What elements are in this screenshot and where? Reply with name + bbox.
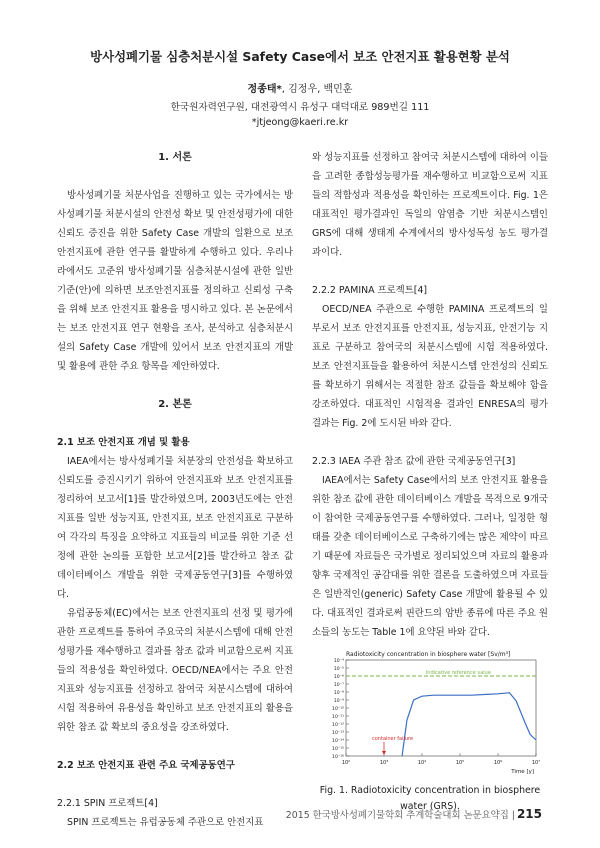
y-tick-label: 10⁻¹⁴	[332, 739, 344, 744]
x-tick-label: 10⁵	[455, 760, 465, 766]
page-footer	[286, 807, 542, 821]
paragraph-2-1-b: 유럽공동체(EC)에서는 보조 안전지표의 선정 및 평가에 관한 프로젝트를 통하여 주요국의 처분시스템에 대해 안전성평가를 재수행하고 결과를 참조 값과 비교함으로써 지표들의 적용성을 확인하였다. OECD/NEA에서는 주요 안전지표와 성능지표를 선정하고 참여국 처분시스템에 대하여 시험 적용하여 유용성을 확인하고 보조 안전지표의 활용을 위한 참조 값 확보의 중요성을 강조하였다.	[57, 608, 293, 733]
subsection-heading-2-1: 2.1 보조 안전지표 개념 및 활용	[57, 437, 190, 448]
footer-separator: |	[511, 810, 515, 821]
y-tick-label: 10⁻¹⁰	[332, 707, 344, 712]
paragraph-2-2-1: SPIN 프로젝트는 유럽공동체 주관으로 안전지표	[67, 817, 264, 828]
x-axis-label: Time [y]	[511, 769, 534, 775]
annotation-label: container failure	[372, 736, 414, 742]
y-tick-label: 10⁻¹⁵	[332, 747, 344, 752]
right-column	[312, 148, 548, 642]
figure-1	[316, 648, 546, 778]
y-tick-label: 10⁻⁸	[333, 691, 344, 696]
paragraph-continued: 와 성능지표를 선정하고 참여국 처분시스템에 대하여 이들을 고려한 종합성능평가를 재수행하고 비교함으로써 지표들의 적합성과 적용성을 확인하는 프로젝트이다. Fig. 1은 대표적인 평가결과인 독일의 암염층 기반 처분시스템인 GRS에 대해 생태계 수계에서의 방사성독성 농도 평가결과이다.	[312, 152, 548, 258]
radiotoxicity-chart	[316, 648, 546, 778]
subsection-heading-2-2-1: 2.2.1 SPIN 프로젝트[4]	[57, 798, 158, 809]
x-tick-label: 10⁴	[417, 760, 427, 766]
email: *jtjeong@kaeri.re.kr	[251, 117, 349, 128]
page-number: 215	[516, 807, 542, 821]
other-authors: , 김정우, 백민훈	[281, 84, 353, 95]
chart-title: Radiotoxicity concentration in biosphere water [Sv/m³]	[346, 651, 511, 658]
y-tick-label: 10⁻¹³	[332, 731, 344, 736]
x-tick-label: 10⁶	[493, 760, 503, 766]
subsection-heading-2-2: 2.2 보조 안전지표 관련 주요 국제공동연구	[57, 760, 235, 771]
x-tick-label: 10²	[341, 760, 351, 766]
subsection-heading-2-2-2: 2.2.2 PAMINA 프로젝트[4]	[312, 285, 428, 296]
y-tick-label: 10⁻⁴	[333, 659, 344, 664]
y-tick-label: 10⁻¹¹	[332, 715, 344, 720]
authors	[0, 80, 600, 95]
reference-line-label: Indicative reference value	[425, 670, 491, 676]
paragraph-2-2-3: IAEA에서는 Safety Case에서의 보조 안전지표 활용을 위한 참조 값에 관한 데이터베이스 개발을 목적으로 9개국이 참여한 국제공동연구를 수행하였다. 그러나, 일정한 형태를 갖춘 데이터베이스로 구축하기에는 많은 제약이 따르기 때문에 자료들은 국가별로 정리되었으며 자료의 활용과 향후 국제적인 공감대를 위한 결론을 도출하였으며 자료들은 일반적인(generic) Safety Case 개발에 활용될 수 있다. 대표적인 결과로써 핀란드의 암반 종류에 따른 주요 원소들의 농도는 Table 1에 요약된 바와 같다.	[312, 475, 548, 638]
paper-title: 방사성폐기물 심층처분시설 Safety Case에서 보조 안전지표 활용현황 분석	[90, 49, 510, 64]
subsection-heading-2-2-3: 2.2.3 IAEA 주관 참조 값에 관한 국제공동연구[3]	[312, 456, 516, 467]
y-tick-label: 10⁻⁹	[333, 699, 344, 704]
footer-text: 2015 한국방사성폐기물학회 추계학술대회 논문요약집	[285, 810, 509, 821]
y-tick-label: 10⁻⁷	[333, 683, 344, 688]
y-tick-label: 10⁻¹²	[332, 723, 344, 728]
y-tick-label: 10⁻⁵	[333, 667, 344, 672]
affiliation: 한국원자력연구원, 대전광역시 유성구 대덕대로 989번길 111	[170, 102, 430, 113]
series-line	[402, 693, 536, 756]
intro-paragraph: 방사성폐기물 처분사업을 진행하고 있는 국가에서는 방사성폐기물 처분시설의 안전성 확보 및 안전성평가에 대한 신뢰도 증진을 위한 Safety Case 개발의 일환으로 보조 안전지표에 관한 연구를 활발하게 수행하고 있다. 우리나라에서도 고준위 방사성폐기물 심층처분시설에 관한 일반기준(안)에 의하면 보조안전지표를 정의하고 신뢰성 구축을 위해 보조 안전지표 활용을 명시하고 있다. 본 논문에서는 보조 안전지표 연구 현황을 조사, 분석하고 심층처분시설의 Safety Case 개발에 있어서 보조 안전지표의 개발 및 활용에 관한 주요 항목을 제안하였다.	[57, 190, 293, 372]
annotation-arrowhead	[382, 751, 386, 755]
first-author: 정종태*	[247, 84, 282, 95]
section-heading-body: 2. 본론	[158, 399, 192, 410]
paragraph-2-2-2: OECD/NEA 주관으로 수행한 PAMINA 프로젝트의 일부로서 보조 안전지표를 안전지표, 성능지표, 안전기능 지표로 구분하고 참여국의 처분시스템에 시험 적용하였다. 보조 안전지표들을 활용하여 처분시스템 안전성의 신뢰도를 확보하기 위해서는 적절한 참조 값들을 확보해야 함을 강조하였다. 대표적인 시험적용 결과인 ENRESA의 평가 결과는 Fig. 2에 도시된 바와 같다.	[312, 304, 548, 429]
y-tick-label: 10⁻⁶	[333, 675, 344, 680]
x-tick-label: 10³	[379, 760, 389, 766]
y-tick-label: 10⁻¹⁶	[332, 755, 344, 760]
section-heading-intro: 1. 서론	[158, 152, 192, 163]
figure-caption: Fig. 1. Radiotoxicity concentration in biosphere water (GRS).	[319, 785, 541, 812]
left-column	[57, 148, 293, 832]
paragraph-2-1-a: IAEA에서는 방사성폐기물 처분장의 안전성을 확보하고 신뢰도를 증진시키기 위하여 안전지표와 보조 안전지표를 정리하여 보고서[1]를 발간하였으며, 2003년도에는 안전지표를 일반 성능지표, 안전지표, 보조 안전지표로 구분하여 각각의 특징을 요약하고 지표들의 비교를 위한 기준 선정에 관한 논의를 포함한 보고서[2]를 발간하고 참조 값 데이터베이스 개발을 위한 국제공동연구[3]를 수행하였다.	[57, 456, 293, 600]
x-tick-label: 10⁷	[531, 760, 541, 766]
